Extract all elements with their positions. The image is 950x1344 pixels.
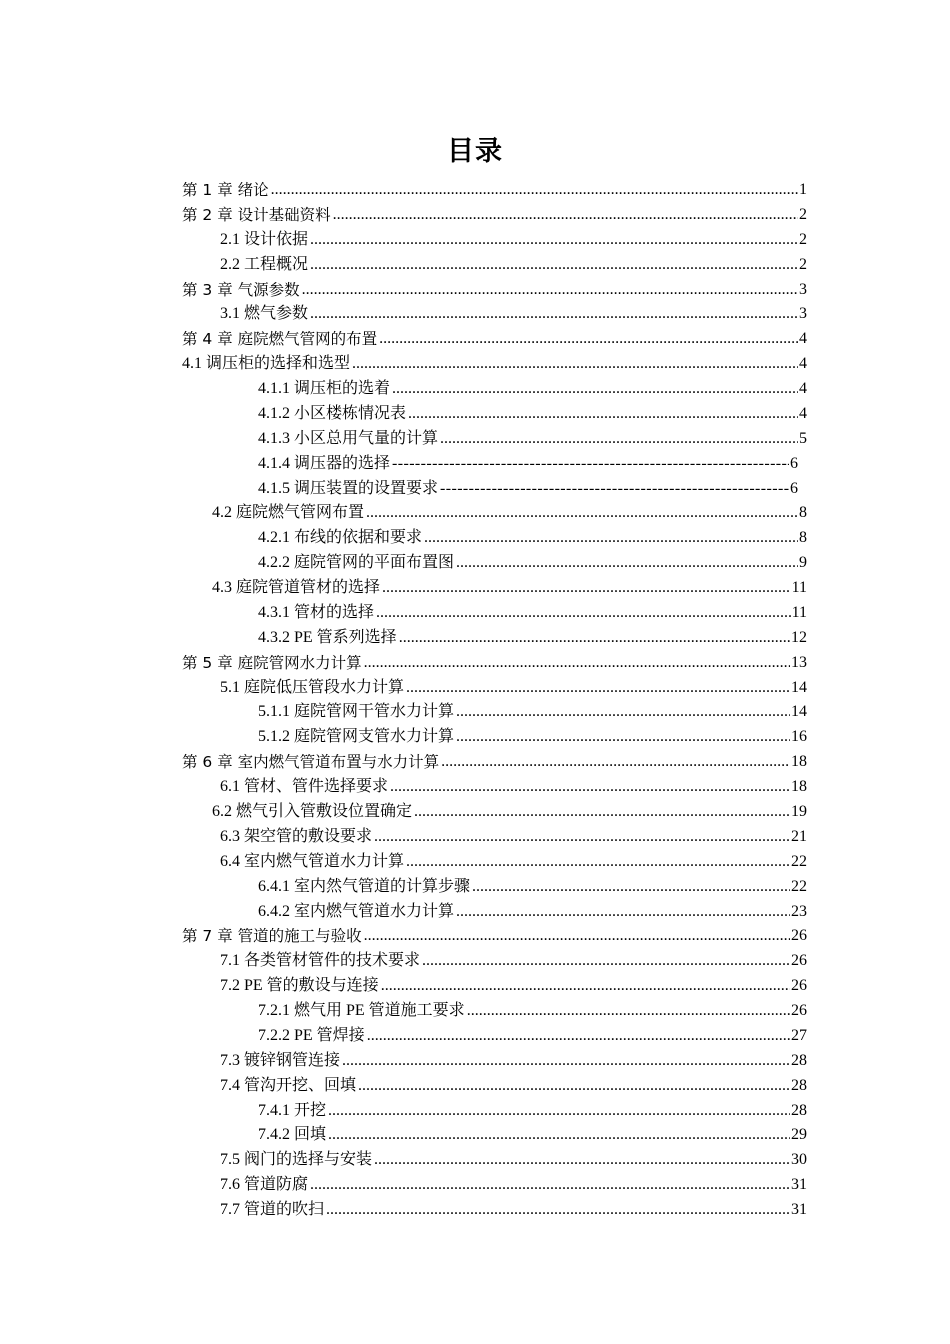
toc-entry[interactable]	[258, 897, 807, 922]
toc-entry[interactable]	[258, 996, 807, 1021]
toc-page-number: 1	[799, 181, 807, 198]
toc-leader	[467, 1001, 790, 1021]
toc-page-number: 12	[791, 628, 807, 646]
toc-page-number: 5	[799, 429, 807, 447]
toc-entry[interactable]	[220, 946, 807, 971]
toc-entry-title: 第 4 章 庭院燃气管网的布置	[182, 330, 378, 349]
toc-entry-title: 4.3.1 管材的选择	[258, 603, 375, 621]
toc-page-number: 23	[791, 902, 807, 920]
toc-entry-title: 7.7 管道的吹扫	[220, 1201, 325, 1219]
toc-entry-title: 5.1 庭院低压管段水力计算	[220, 678, 405, 696]
toc-entry[interactable]	[258, 449, 798, 474]
toc-entry[interactable]	[258, 523, 807, 548]
toc-entry[interactable]	[220, 847, 807, 872]
toc-entry-title: 7.6 管道防腐	[220, 1176, 309, 1194]
toc-leader	[364, 926, 790, 946]
toc-leader	[406, 852, 790, 872]
toc-entry-title: 7.2.1 燃气用 PE 管道施工要求	[258, 1002, 465, 1020]
toc-page-number: 4	[799, 404, 807, 422]
toc-entry-title: 6.3 架空管的敷设要求	[220, 827, 373, 845]
toc-page-number: 29	[791, 1126, 807, 1144]
toc-entry-title: 6.4.2 室内燃气管道水力计算	[258, 902, 455, 920]
toc-leader	[414, 802, 790, 822]
toc-leader	[408, 404, 798, 424]
toc-chapter-entry[interactable]	[182, 747, 807, 772]
toc-leader	[472, 877, 790, 897]
toc-entry-title: 第 6 章 室内燃气管道布置与水力计算	[182, 753, 440, 772]
toc-entry[interactable]	[220, 250, 807, 275]
toc-entry-title: 5.1.2 庭院管网支管水力计算	[258, 728, 455, 746]
toc-entry[interactable]	[212, 797, 807, 822]
toc-page-number: 6	[790, 479, 798, 497]
toc-entry-title: 7.2.2 PE 管焊接	[258, 1026, 365, 1044]
toc-page-number: 14	[791, 703, 807, 721]
toc-page-number: 27	[791, 1026, 807, 1044]
toc-page-number: 11	[791, 579, 807, 597]
toc-leader	[374, 827, 790, 847]
toc-entry-title: 4.2.2 庭院管网的平面布置图	[258, 554, 455, 572]
toc-page-number: 9	[799, 554, 807, 572]
toc-page-number: 26	[791, 952, 807, 970]
toc-page-number: 14	[791, 678, 807, 696]
toc-leader	[310, 1175, 790, 1195]
toc-entry[interactable]	[220, 299, 807, 324]
toc-entry[interactable]	[220, 225, 807, 250]
toc-entry[interactable]	[220, 1046, 807, 1071]
toc-leader	[364, 653, 790, 673]
toc-page-number: 2	[799, 255, 807, 273]
toc-page-number: 31	[791, 1201, 807, 1219]
toc-page-number: 26	[791, 977, 807, 995]
toc-entry[interactable]	[182, 349, 807, 374]
toc-entry-title: 2.1 设计依据	[220, 230, 309, 248]
toc-leader	[399, 628, 790, 648]
toc-page-number: 8	[799, 504, 807, 522]
toc-entry[interactable]	[212, 498, 807, 523]
toc-page-number: 2	[799, 205, 807, 223]
toc-entry[interactable]	[258, 1120, 807, 1145]
toc-page-number: 3	[799, 280, 807, 298]
toc-page-number: 22	[791, 877, 807, 895]
toc-entry[interactable]	[220, 1071, 807, 1096]
toc-page-number: 22	[791, 852, 807, 870]
toc-page-number: 21	[791, 827, 807, 845]
toc-entry-title: 7.5 阀门的选择与安装	[220, 1151, 373, 1169]
toc-entry[interactable]	[258, 424, 807, 449]
toc-page-number: 2	[799, 230, 807, 248]
toc-leader	[367, 1026, 790, 1046]
toc-entry[interactable]	[258, 399, 807, 424]
toc-entry-title: 4.1.5 调压装置的设置要求	[258, 479, 439, 497]
toc-page-number: 31	[791, 1176, 807, 1194]
toc-leader	[422, 951, 790, 971]
toc-page-number: 3	[799, 305, 807, 323]
toc-leader	[392, 454, 789, 474]
toc-page-number: 28	[791, 1076, 807, 1094]
toc-page-number: 19	[791, 803, 807, 820]
toc-page-number: 16	[791, 728, 807, 746]
toc-entry-title: 6.2 燃气引入管敷设位置确定	[212, 803, 413, 820]
toc-entry[interactable]	[220, 772, 807, 797]
page-title: 目录	[447, 136, 503, 167]
toc-page-number: 4	[799, 380, 807, 398]
toc-page-number: 26	[791, 927, 807, 945]
toc-entry-title: 4.3.2 PE 管系列选择	[258, 628, 397, 646]
toc-entry-title: 第 3 章 气源参数	[182, 280, 300, 299]
toc-page-number: 30	[791, 1151, 807, 1169]
toc-leader	[328, 1101, 790, 1121]
toc-entry[interactable]	[258, 1096, 807, 1121]
toc-entry[interactable]	[220, 1145, 807, 1170]
toc-entry-title: 4.1.4 调压器的选择	[258, 454, 391, 472]
toc-leader	[326, 1200, 790, 1220]
toc-leader	[456, 902, 790, 922]
toc-leader	[310, 255, 798, 275]
toc-entry-title: 7.4.2 回填	[258, 1126, 327, 1144]
toc-entry-title: 第 5 章 庭院管网水力计算	[182, 653, 362, 672]
toc-entry-title: 7.4 管沟开挖、回填	[220, 1076, 357, 1094]
toc-entry[interactable]	[220, 673, 807, 698]
toc-leader	[456, 553, 798, 573]
toc-entry[interactable]	[258, 374, 807, 399]
toc-page-number: 18	[791, 778, 807, 796]
toc-leader	[333, 205, 798, 225]
toc-leader	[381, 976, 790, 996]
toc-leader	[271, 180, 798, 200]
toc-entry-title: 7.1 各类管材管件的技术要求	[220, 952, 421, 970]
toc-leader	[382, 578, 791, 598]
toc-leader	[328, 1125, 790, 1145]
toc-leader	[406, 678, 790, 698]
toc-entry-title: 第 1 章 绪论	[182, 181, 269, 199]
toc-entry-title: 4.1.1 调压柜的选着	[258, 380, 391, 398]
toc-entry[interactable]	[258, 722, 807, 747]
toc-entry[interactable]	[258, 598, 807, 623]
toc-leader	[440, 479, 789, 499]
toc-leader	[374, 1150, 790, 1170]
toc-entry-title: 5.1.1 庭院管网干管水力计算	[258, 703, 455, 721]
toc-entry-title: 4.2 庭院燃气管网布置	[212, 504, 365, 522]
toc-leader	[302, 280, 798, 300]
toc-entry-title: 第 7 章 管道的施工与验收	[182, 927, 362, 946]
toc-page-number: 6	[790, 454, 798, 472]
toc-page-number: 26	[791, 1002, 807, 1020]
toc-entry[interactable]	[220, 1195, 807, 1220]
toc-leader	[342, 1051, 790, 1071]
toc-entry[interactable]	[258, 548, 807, 573]
toc-entry[interactable]	[220, 1170, 807, 1195]
toc-page-number: 4	[799, 355, 807, 373]
toc-leader	[366, 503, 798, 523]
toc-chapter-entry[interactable]	[182, 275, 807, 300]
toc-leader	[392, 379, 798, 399]
toc-entry-title: 6.4 室内燃气管道水力计算	[220, 852, 405, 870]
toc-leader	[310, 230, 798, 250]
toc-leader	[456, 727, 790, 747]
toc-entry-title: 2.2 工程概况	[220, 255, 309, 273]
toc-page-number: 8	[799, 529, 807, 547]
toc-entry[interactable]	[258, 697, 807, 722]
toc-leader	[456, 702, 790, 722]
toc-chapter-entry[interactable]	[182, 921, 807, 946]
toc-page-number: 28	[791, 1051, 807, 1069]
toc-entry-title: 3.1 燃气参数	[220, 305, 309, 323]
toc-entry-title: 4.1.3 小区总用气量的计算	[258, 429, 439, 447]
toc-entry[interactable]	[258, 474, 798, 499]
toc-leader	[424, 528, 798, 548]
toc-leader	[441, 752, 790, 772]
toc-leader	[352, 354, 798, 374]
toc-leader	[390, 777, 790, 797]
toc-entry-title: 4.2.1 布线的依据和要求	[258, 529, 423, 547]
toc-entry-title: 7.2 PE 管的敷设与连接	[220, 977, 379, 995]
toc-entry-title: 7.3 镀锌钢管连接	[220, 1051, 341, 1069]
toc-page-number: 18	[791, 753, 807, 771]
toc-entry-title: 7.4.1 开挖	[258, 1101, 327, 1119]
toc-leader	[358, 1076, 790, 1096]
toc-page-number: 13	[791, 653, 807, 671]
toc-entry[interactable]	[212, 573, 807, 598]
toc-entry-title: 6.1 管材、管件选择要求	[220, 778, 389, 796]
toc-leader	[310, 304, 798, 324]
toc-entry[interactable]	[220, 822, 807, 847]
toc-leader	[376, 603, 791, 623]
toc-chapter-entry[interactable]	[182, 175, 807, 200]
toc-page-number: 4	[799, 330, 807, 348]
toc-entry-title: 4.1 调压柜的选择和选型	[182, 355, 351, 373]
toc-entry[interactable]	[258, 1021, 807, 1046]
toc-entry-title: 4.3 庭院管道管材的选择	[212, 579, 381, 597]
toc-page-number: 11	[791, 603, 807, 621]
toc-entry[interactable]	[220, 971, 807, 996]
toc-entry-title: 4.1.2 小区楼栋情况表	[258, 404, 407, 422]
toc-leader	[440, 429, 798, 449]
toc-page-number: 28	[791, 1101, 807, 1119]
toc-chapter-entry[interactable]	[182, 200, 807, 225]
toc-chapter-entry[interactable]	[182, 324, 807, 349]
toc-entry[interactable]	[258, 623, 807, 648]
toc-entry[interactable]	[258, 872, 807, 897]
toc-entry-title: 第 2 章 设计基础资料	[182, 205, 331, 224]
toc-entry-title: 6.4.1 室内然气管道的计算步骤	[258, 877, 471, 895]
toc-chapter-entry[interactable]	[182, 648, 807, 673]
toc-leader	[379, 329, 798, 349]
